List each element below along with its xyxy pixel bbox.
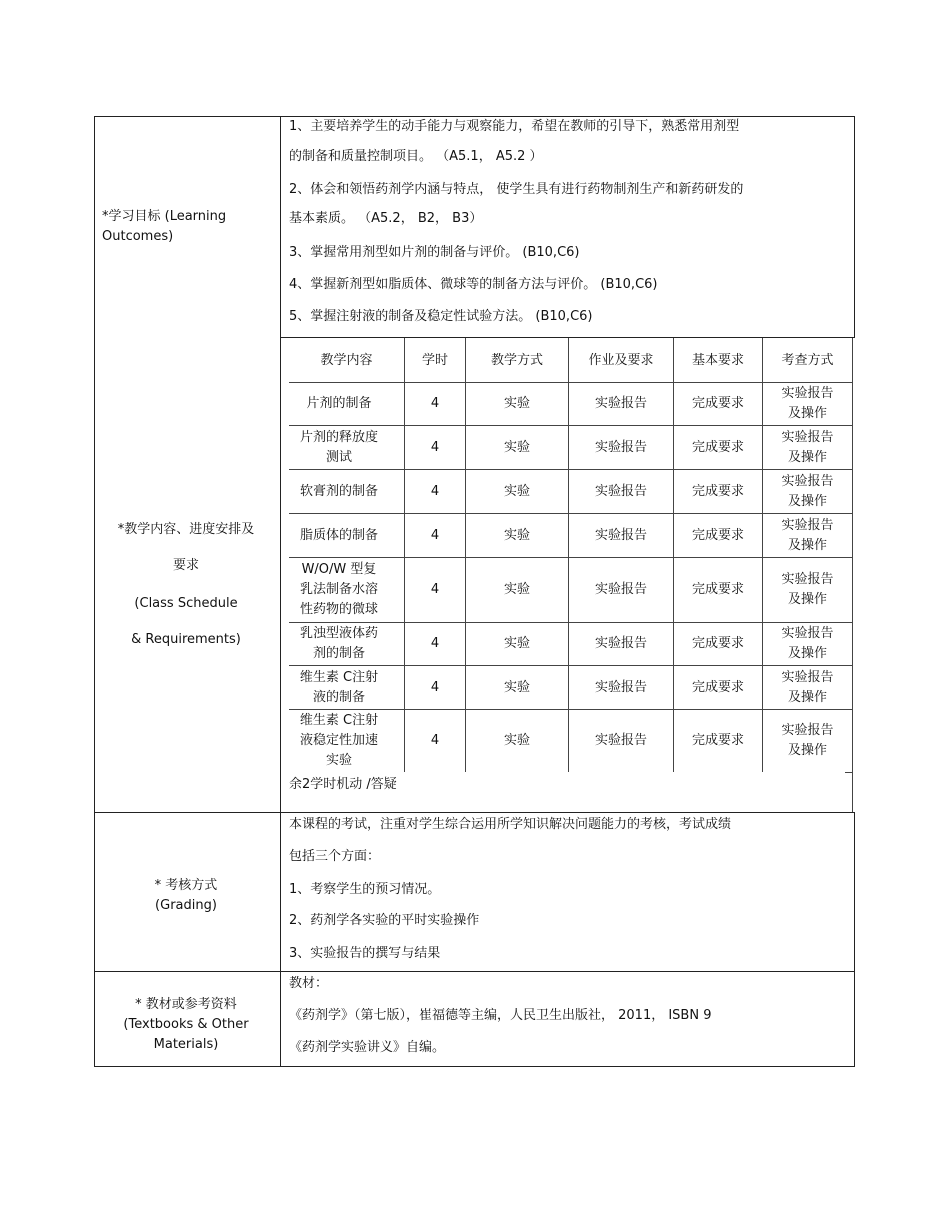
objective-line-4: 基本素质。 （A5.2， B2， B3） — [289, 211, 483, 226]
row-5-hours: 4 — [430, 582, 440, 597]
row-2-basic: 完成要求 — [691, 439, 744, 455]
row-3-content: 软膏剂的制备 — [299, 483, 378, 499]
row-4-method: 实验 — [503, 527, 530, 543]
schedule-bottom-border — [94, 812, 855, 813]
header-assess: 考查方式 — [781, 352, 834, 368]
grading-label-line-2: (Grading) — [155, 898, 217, 913]
row-7-basic: 完成要求 — [691, 679, 744, 695]
grading-bottom-border — [94, 971, 855, 972]
row-7-homework: 实验报告 — [594, 679, 647, 695]
schedule-right-border — [852, 338, 853, 812]
schedule-end-tick — [845, 772, 852, 773]
schedule-label-line-4: & Requirements) — [131, 632, 241, 647]
row-8-homework: 实验报告 — [594, 733, 647, 748]
row-7-hours: 4 — [430, 679, 440, 695]
row-8-content: 维生素 C注射 液稳定性加速 实验 — [299, 713, 379, 768]
row-2-hours: 4 — [430, 439, 440, 455]
row-5-basic: 完成要求 — [691, 582, 744, 597]
header-content: 教学内容 — [320, 352, 373, 368]
row-3-basic: 完成要求 — [691, 483, 744, 499]
row-8-hours: 4 — [430, 733, 440, 748]
row-1-basic: 完成要求 — [691, 396, 744, 411]
row-1-method: 实验 — [503, 396, 530, 411]
textbooks-label-line-2: (Textbooks & Other — [123, 1017, 249, 1032]
row-6-hours: 4 — [430, 636, 440, 651]
textbooks-line-1: 教材： — [289, 976, 329, 991]
row-6-assess: 实验报告 及操作 — [781, 626, 834, 661]
row-2-content: 片剂的释放度 测试 — [299, 429, 378, 465]
grading-line-4: 2、药剂学各实验的平时实验操作 — [289, 913, 480, 928]
row-1-assess: 实验报告 及操作 — [781, 386, 834, 421]
row-2-homework: 实验报告 — [594, 439, 647, 455]
objectives-label-line-1: *学习目标 (Learning — [102, 209, 227, 224]
row-3-assess: 实验报告 及操作 — [781, 473, 834, 509]
row-5-homework: 实验报告 — [594, 582, 647, 597]
schedule-label-line-3: (Class Schedule — [134, 596, 238, 611]
row-1-homework: 实验报告 — [594, 396, 647, 411]
schedule-note: 余2学时机动 /答疑 — [289, 777, 397, 792]
header-basic: 基本要求 — [691, 352, 744, 368]
row-7-assess: 实验报告 及操作 — [781, 669, 834, 705]
row-4-homework: 实验报告 — [594, 527, 647, 543]
row-5-method: 实验 — [503, 582, 530, 597]
row-2-method: 实验 — [503, 439, 530, 455]
grading-line-1: 本课程的考试，注重对学生综合运用所学知识解决问题能力的考核，考试成绩 — [289, 817, 732, 832]
row-1-hours: 4 — [430, 396, 440, 411]
objective-line-2: 的制备和质量控制项目。 （A5.1， A5.2 ） — [289, 149, 543, 164]
row-6-basic: 完成要求 — [691, 636, 744, 651]
row-3-homework: 实验报告 — [594, 483, 647, 499]
row-5-assess: 实验报告 及操作 — [781, 572, 834, 607]
header-method: 教学方式 — [490, 352, 543, 368]
row-1-content: 片剂的制备 — [306, 396, 372, 411]
row-7-content: 维生素 C注射 液的制备 — [299, 669, 379, 705]
textbooks-label-line-3: Materials) — [153, 1037, 219, 1052]
objectives-label-line-2: Outcomes) — [102, 229, 174, 244]
schedule-label — [96, 520, 276, 650]
row-4-assess: 实验报告 及操作 — [781, 517, 834, 553]
table-right-border-top — [854, 116, 855, 338]
textbooks-line-3: 《药剂学实验讲义》自编。 — [289, 1040, 446, 1055]
objective-line-7: 5、掌握注射液的制备及稳定性试验方法。 (B10,C6) — [289, 309, 593, 324]
row-3-method: 实验 — [503, 483, 530, 499]
row-4-content: 脂质体的制备 — [299, 527, 378, 543]
grading-label — [96, 876, 276, 916]
table-bottom-border — [94, 1066, 855, 1067]
objective-line-5: 3、掌握常用剂型如片剂的制备与评价。 (B10,C6) — [289, 245, 580, 260]
row-8-assess: 实验报告 及操作 — [781, 723, 834, 758]
header-homework: 作业及要求 — [588, 352, 654, 368]
grading-label-line-1: * 考核方式 — [154, 878, 218, 893]
row-4-basic: 完成要求 — [691, 527, 744, 543]
row-8-basic: 完成要求 — [691, 733, 744, 748]
textbooks-line-2: 《药剂学》（第七版），崔福德等主编，人民卫生出版社， 2011， ISBN 9 — [289, 1008, 712, 1023]
label-column-divider — [280, 116, 281, 1066]
header-hours: 学时 — [421, 352, 448, 368]
grading-line-5: 3、实验报告的撰写与结果 — [289, 946, 441, 961]
row-6-method: 实验 — [503, 636, 530, 651]
row-6-content: 乳浊型液体药 剂的制备 — [299, 626, 378, 661]
textbooks-label — [96, 995, 276, 1055]
row-3-hours: 4 — [430, 483, 440, 499]
row-5-content: W/O/W 型复 乳法制备水溶 性药物的微球 — [299, 562, 378, 617]
objective-line-1: 1、主要培养学生的动手能力与观察能力，希望在教师的引导下，熟悉常用剂型 — [289, 119, 740, 134]
row-7-method: 实验 — [503, 679, 530, 695]
row-6-homework: 实验报告 — [594, 636, 647, 651]
textbooks-label-line-1: * 教材或参考资料 — [135, 997, 237, 1012]
schedule-label-line-2: 要求 — [172, 558, 199, 573]
table-left-border — [94, 116, 95, 1066]
objectives-label — [96, 207, 282, 247]
table-right-border-bottom — [854, 812, 855, 1066]
grading-line-3: 1、考察学生的预习情况。 — [289, 882, 441, 897]
row-4-hours: 4 — [430, 527, 440, 543]
grading-line-2: 包括三个方面： — [289, 849, 381, 864]
row-8-method: 实验 — [503, 733, 530, 748]
schedule-label-line-1: *教学内容、进度安排及 — [117, 522, 255, 537]
objective-line-6: 4、掌握新剂型如脂质体、微球等的制备方法与评价。 (B10,C6) — [289, 277, 658, 292]
objective-line-3: 2、体会和领悟药剂学内涵与特点， 使学生具有进行药物制剂生产和新药研发的 — [289, 182, 744, 197]
row-2-assess: 实验报告 及操作 — [781, 429, 834, 465]
